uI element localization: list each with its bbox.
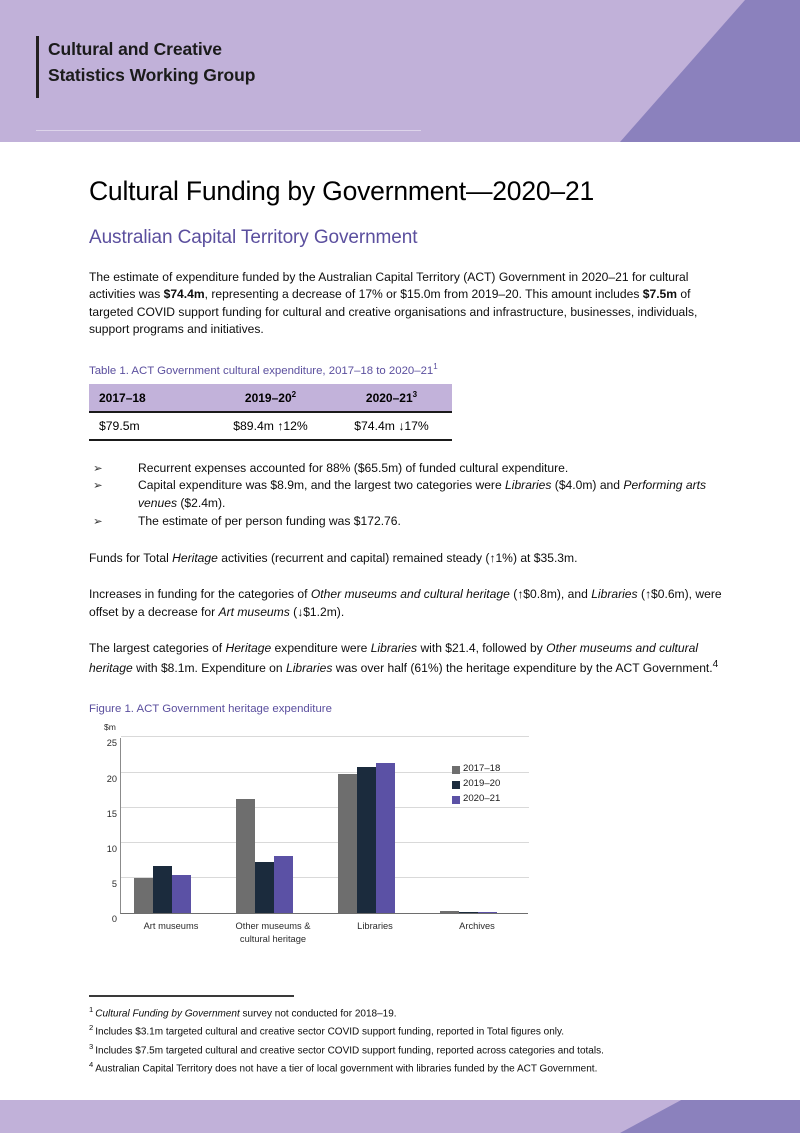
heritage-italic-heritage: Heritage (172, 550, 218, 565)
chart-bar (134, 878, 153, 913)
largest-seg1: The largest categories of (89, 641, 226, 656)
list-item (89, 513, 725, 531)
largest-seg2: expenditure were (271, 641, 371, 656)
chart-bar-group (325, 737, 427, 913)
chart-bar (153, 866, 172, 913)
largest-seg5: was over half (61%) the heritage expenditure by the ACT Government. (332, 661, 713, 676)
chart-x-category-label: Archives (459, 921, 495, 932)
chart-bar-group (223, 737, 325, 913)
list-item-text: ($4.0m) and (551, 478, 624, 493)
chart-legend-item (452, 777, 500, 792)
increases-seg1: Increases in funding for the categories of (89, 587, 311, 602)
largest-italic-other-museums: Other museums and cultural heritage (89, 641, 699, 676)
footer-banner (0, 1100, 800, 1133)
header-banner (0, 0, 800, 142)
chart-bar (255, 862, 274, 913)
intro-seg1: The estimate of expenditure funded by the Australian Capital Territory (ACT) Government in 2020–21 for cultural activities was (89, 269, 689, 302)
list-item-text: The estimate of per person funding was $172.76. (138, 513, 401, 528)
footnote-marker: 2 (89, 1023, 94, 1033)
chart-bar (440, 911, 459, 913)
table-cell-2017-18: $79.5m (89, 412, 210, 440)
footnote-item (89, 1004, 725, 1023)
document-body (0, 142, 800, 1125)
chart-bar (236, 799, 255, 913)
arrow-bullet-icon: ➢ (93, 478, 103, 493)
banner-diagonal-accent (550, 0, 800, 142)
footnote-emphasis: Cultural Funding by Government (95, 1008, 240, 1020)
increases-italic-art-museums: Art museums (218, 604, 290, 619)
chart-legend-swatch (452, 781, 460, 789)
chart-bar (338, 774, 357, 913)
organisation-name-line1: Cultural and Creative (48, 39, 222, 59)
footnote-text: Australian Capital Territory does not have a tier of local government with libraries funded by the ACT Government. (95, 1063, 598, 1075)
cultural-expenditure-table (89, 384, 452, 441)
heritage-paragraph (89, 550, 725, 568)
chart-x-category-label: Art museums (143, 921, 199, 932)
chart-bar (172, 875, 191, 914)
increases-seg3: (↑$0.6m), were offset by a decrease for (89, 587, 722, 619)
table1-caption-text: Table 1. ACT Government cultural expenditure, 2017–18 to 2020–21 (89, 364, 434, 377)
chart-x-category-label: Libraries (357, 921, 393, 932)
list-item-text: ($2.4m). (177, 496, 226, 511)
list-item-emphasis: Performing arts venues (138, 478, 707, 511)
intro-bold-total: $74.4m (163, 287, 205, 302)
page-subtitle: Australian Capital Territory Government (89, 226, 418, 248)
footnote-item (89, 1022, 725, 1041)
table1-caption (89, 362, 725, 379)
table-header-2017-18: 2017–18 (89, 384, 210, 412)
chart-y-axis-ticks: 0 5 10 15 20 25 (106, 738, 117, 925)
chart-legend-swatch (452, 766, 460, 774)
footnote-text: Includes $3.1m targeted cultural and creative sector COVID support funding, reported in Total figures only. (95, 1026, 565, 1038)
table-cell-2020-21: $74.4m ↓17% (331, 412, 452, 440)
footnote-item (89, 1059, 725, 1078)
table-row (89, 412, 452, 440)
arrow-bullet-icon: ➢ (93, 460, 103, 475)
intro-seg2: , representing a decrease of 17% or $15.0m from 2019–20. This amount includes (204, 287, 643, 302)
figure1-caption: Figure 1. ACT Government heritage expenditure (89, 702, 332, 715)
list-item (89, 460, 725, 478)
organisation-name-line2: Statistics Working Group (48, 64, 256, 85)
chart-bar (357, 767, 376, 913)
chart-legend-label: 2017–18 (463, 763, 501, 775)
table-header-2020-21: $2020-21^3$ (331, 384, 452, 412)
chart-legend-item (452, 762, 500, 777)
footnote-marker: 4 (89, 1060, 94, 1070)
footnote-marker: 1 (89, 1004, 94, 1014)
largest-footnote-marker: 4 (712, 659, 719, 671)
largest-italic-libraries-2: Libraries (286, 661, 333, 676)
largest-italic-libraries-1: Libraries (370, 641, 418, 656)
chart-legend (452, 762, 500, 807)
chart-x-label-line: Other museums & (235, 921, 311, 932)
page-title: Cultural Funding by Government—2020–21 (89, 176, 595, 206)
table1-caption-footnote-marker: 1 (433, 361, 438, 371)
footnote-list (89, 1004, 725, 1078)
footnote-item (89, 1041, 725, 1060)
list-item (89, 477, 725, 513)
increases-paragraph (89, 586, 725, 621)
chart-bar (459, 912, 478, 914)
intro-seg3: of targeted COVID support funding for cultural and creative organisations and infrastructure, businesses, individuals, support programs and initiatives. (89, 287, 698, 337)
footnote-text: survey not conducted for 2018–19. (239, 1008, 397, 1020)
table-cell-2019-20: $89.4m ↑12% (210, 412, 331, 440)
table-header-2019-20: $2019-20^2$ (210, 384, 331, 412)
chart-bar-group (121, 737, 223, 913)
list-item-text: Recurrent expenses accounted for 88% ($65.5m) of funded cultural expenditure. (138, 460, 569, 475)
increases-italic-other-museums: Other museums and cultural heritage (310, 587, 510, 602)
footnote-separator (89, 995, 294, 996)
heritage-expenditure-chart (94, 722, 654, 954)
largest-seg4: with $8.1m. Expenditure on (132, 661, 286, 676)
chart-x-label-line: cultural heritage (239, 933, 307, 944)
chart-legend-item (452, 792, 500, 807)
largest-seg3: with $21.4, followed by (417, 641, 547, 656)
chart-y-axis-unit: $m (104, 722, 116, 733)
chart-legend-swatch (452, 796, 460, 804)
footnote-text: Includes $7.5m targeted cultural and creative sector COVID support funding, reported across categories and totals. (95, 1045, 604, 1057)
chart-bar (274, 856, 293, 913)
intro-paragraph (89, 269, 725, 339)
list-item-emphasis: Libraries (505, 478, 552, 493)
chart-bar (376, 763, 395, 914)
largest-italic-heritage: Heritage (225, 641, 272, 656)
table-header-row (89, 384, 452, 412)
heritage-seg2: activities (recurrent and capital) remained steady (↑1%) at $35.3m. (217, 550, 578, 565)
arrow-bullet-icon: ➢ (93, 513, 103, 528)
chart-legend-label: 2019–20 (463, 778, 501, 790)
banner-hairline (36, 130, 421, 131)
footnote-marker: 3 (89, 1041, 94, 1051)
chart-legend-label: 2020–21 (463, 793, 501, 805)
chart-bar (478, 912, 497, 914)
heritage-seg1: Funds for Total (89, 550, 173, 565)
increases-italic-libraries: Libraries (591, 587, 638, 602)
footer-diagonal-accent (620, 1100, 800, 1133)
increases-seg2: (↑$0.8m), and (509, 587, 592, 602)
intro-bold-covid: $7.5m (642, 287, 678, 302)
list-item-text: Capital expenditure was $8.9m, and the largest two categories were (138, 478, 506, 493)
banner-vertical-rule (36, 36, 39, 98)
increases-seg4: (↓$1.2m). (289, 604, 345, 619)
largest-categories-paragraph (89, 640, 725, 677)
organisation-name (48, 37, 255, 88)
key-findings-list (89, 460, 725, 531)
